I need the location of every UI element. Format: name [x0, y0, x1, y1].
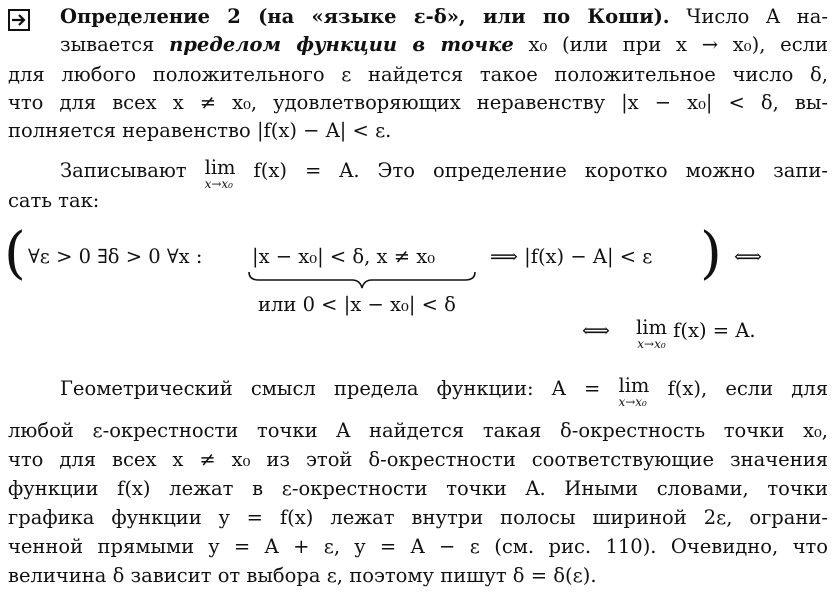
notation-line-1 [60, 158, 828, 190]
lim-subscript: x→x₀ [204, 177, 233, 191]
formula-limit-result [636, 318, 836, 350]
lim-word: lim [618, 374, 650, 397]
formula-condition: |x − x₀| < δ, x ≠ x₀ [252, 245, 436, 268]
definition-line-2-start: зывается [60, 33, 170, 56]
definition-term: пределом функции в точке [169, 33, 514, 56]
definition-line-1-rest: Число A на- [686, 5, 828, 28]
geometric-line-3: что для всех x ≠ x₀ из этой δ-окрестности соответствующие значения [8, 448, 828, 471]
limit-notation [205, 158, 236, 190]
geometric-line-5: графика функции y = f(x) лежат внутри полосы шириной 2ε, ограни- [8, 506, 828, 529]
notation-line-2: сать так: [8, 189, 100, 212]
formula-quantifiers: ∀ε > 0 ∃δ > 0 ∀x : [28, 245, 203, 268]
definition-line-5: полняется неравенство |f(x) − A| < ε. [8, 119, 392, 142]
lim-word: lim [204, 156, 236, 179]
lim-word: lim [636, 316, 667, 339]
limit-notation [618, 376, 649, 408]
formula-left-paren: ( [4, 221, 26, 286]
geometric-line-7: величина δ зависит от выбора ε, поэтому пишут δ = δ(ε). [8, 564, 597, 587]
definition-heading: Определение 2 (на «языке ε-δ», или по Коши). [60, 5, 670, 28]
formula-implication: ⟹ |f(x) − A| < ε [490, 245, 653, 268]
definition-line-2 [60, 32, 828, 58]
definition-line-1 [60, 4, 828, 30]
definition-line-3: для любого положительного ε найдется такое положительное число δ, [8, 63, 828, 86]
formula-under-brace-text: или 0 < |x − x₀| < δ [258, 293, 456, 316]
definition-marker-icon [8, 9, 30, 31]
definition-line-4: что для всех x ≠ x₀, удовлетворяющих неравенству |x − x₀| < δ, вы- [8, 91, 828, 114]
geometric-text-end: f(x), если для [667, 377, 828, 400]
limit-result-text: f(x) = A. [673, 319, 756, 342]
lim-subscript: x→x₀ [618, 395, 647, 409]
geometric-line-6: ченной прямыми y = A + ε, y = A − ε (см. рис. 110). Очевидно, что [8, 535, 828, 558]
formula-right-paren: ) [700, 221, 722, 286]
geometric-line-1 [60, 376, 828, 408]
definition-line-2-end: x₀ (или при x → x₀), если [513, 33, 828, 56]
limit-notation [636, 318, 667, 350]
geometric-line-2: любой ε-окрестности точки A найдется такая δ-окрестность точки x₀, [8, 419, 828, 442]
geometric-line-4: функции f(x) лежат в ε-окрестности точки A. Иными словами, точки [8, 477, 828, 500]
geometric-text-start: Геометрический смысл предела функции: A = [60, 377, 619, 400]
formula-iff-1: ⟺ [734, 245, 762, 268]
notation-text-start: Записывают [60, 159, 205, 182]
underbrace [247, 270, 477, 290]
formula-iff-2: ⟺ [582, 319, 610, 342]
lim-subscript: x→x₀ [637, 337, 666, 351]
notation-text-end: f(x) = A. Это определение коротко можно запи- [253, 159, 829, 182]
